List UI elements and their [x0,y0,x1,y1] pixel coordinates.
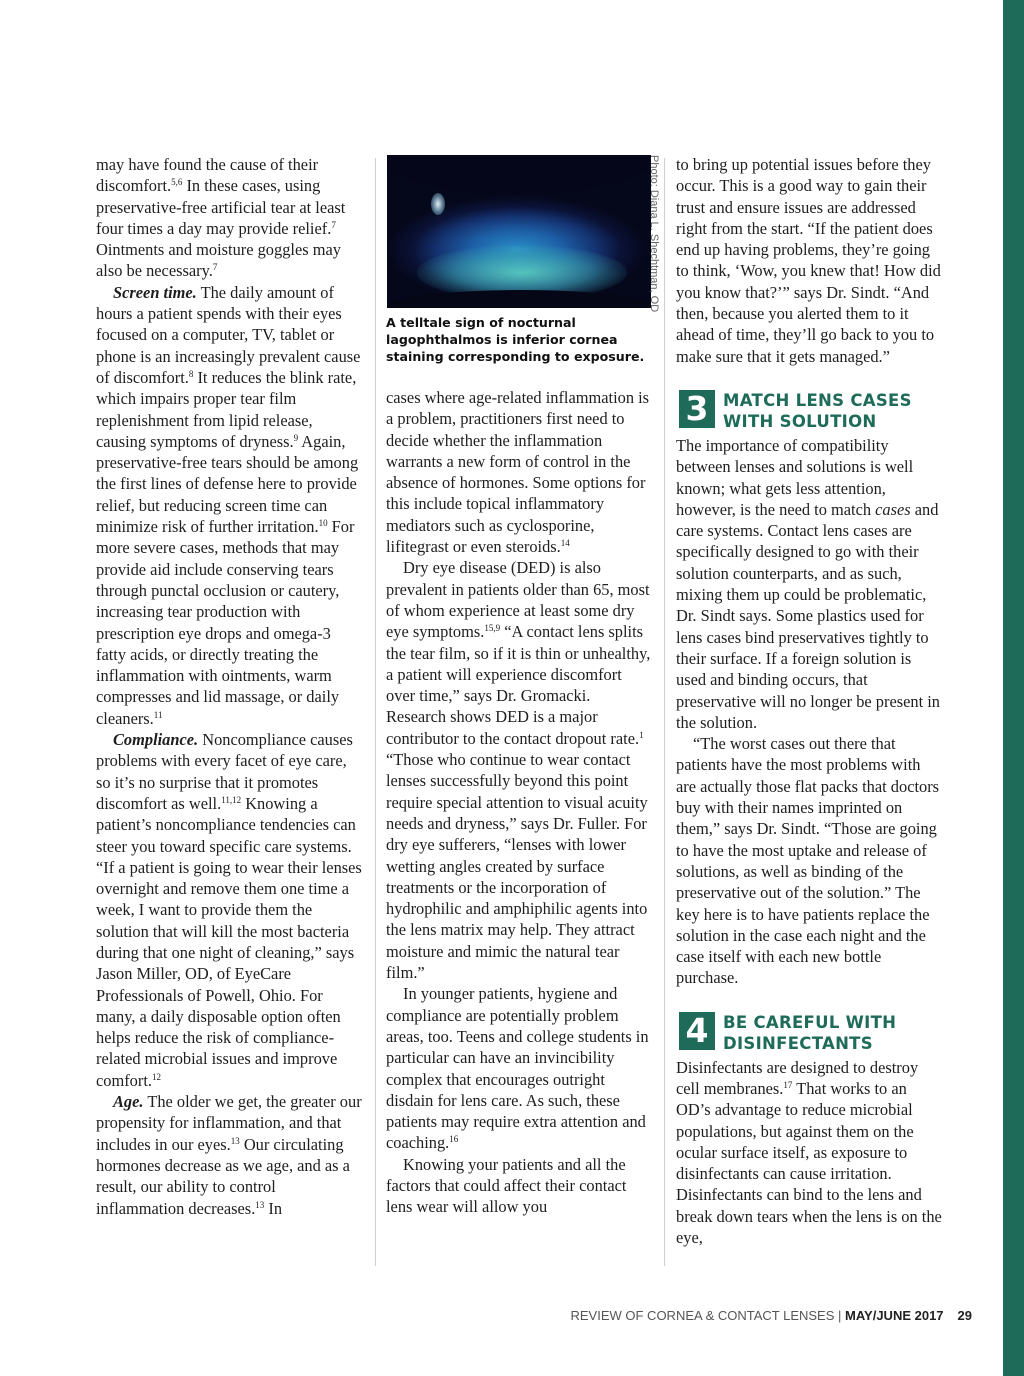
photo-caption: A telltale sign of nocturnal lagophthalmos is inferior cornea staining corresponding to exposure. [386,315,645,364]
paragraph-compliance: Compliance. Noncompliance causes problems with every facet of eye care, so it’s no surprise that it promotes discomfort as well.$^{11,12}$ Knowing a patient’s noncompliance tendencies can steer you toward specific care systems. “If a patient is going to wear their lenses overnight and remove them one time a week, I want to provide them the solution that will kill the most bacteria during that one night of cleaning,” says Jason Miller, OD, of EyeCare Professionals of Powell, Ohio. For many, a daily disposable option often helps reduce the risk of compliance-related microbial issues and improve comfort.$^{12}$ [96,730,362,1090]
page-footer: REVIEW OF CORNEA & CONTACT LENSES | MAY/JUNE 2017 29 [570,1308,972,1323]
column-2 [386,387,654,1218]
paragraph-age: Age. The older we get, the greater our propensity for inflammation, and that includes in our eyes.$^{13}$ Our circulating hormones decrease as we age, and as a result, our ability to control inflammation decreases.$^{13}$ In [96,1092,362,1218]
run-in-heading: Compliance. [113,730,199,750]
paragraph: Knowing your patients and all the factors that could affect their contact lens wear will allow you [386,1154,627,1217]
column-1 [96,154,364,1219]
page-number: 29 [957,1308,972,1323]
run-in-heading: Screen time. [113,282,197,302]
paragraph: The importance of compatibility between lenses and solutions is well known; what gets less attention, however, is the need to match cases and care systems. Contact lens cases are specifically designed to go with their solution counterparts, and as such, mixing them up could be problematic, Dr. Sindt says. Some plastics used for lens cases bind preservatives tightly to their surface. If a foreign solution is used and binding occurs, that preservative will no longer be present in the solution. [676,435,940,732]
photo-credit: Photo: Diana L. Shechtman, OD [648,155,660,313]
section-heading-4 [676,1011,944,1055]
paragraph: Dry eye disease (DED) is also prevalent in patients older than 65, most of whom experience at least some dry eye symptoms.$^{15,9}$ “A contact lens splits the tear film, so if it is thin or unhealthy, a patient will experience discomfort over time,” says Dr. Gromacki. Research shows DED is a major contributor to the contact dropout rate.$^1$ “Those who continue to wear contact lenses successfully beyond this point require special attention to visual acuity needs and dryness,” says Dr. Fuller. For dry eye sufferers, “lenses with lower wetting angles created by surface treatments or the incorporation of hydrophilic and amphiphilic agents into the lens matrix may help. They attract moisture and mimic the natural tear film.” [386,558,651,983]
paragraph: “The worst cases out there that patients have the most problems with are actually those flat packs that doctors buy with their names imprinted on them,” says Dr. Sindt. “Those are going to have the most uptake and release of solutions, as well as binding of the preservative out of the solution.” The key here is to have patients replace the solution in the case each night and the case itself with each new bottle purchase. [676,734,940,988]
journal-name: REVIEW OF CORNEA & CONTACT LENSES [570,1308,835,1323]
column-rule-1 [375,158,376,1266]
section-title: BE CAREFUL WITH DISINFECTANTS [723,1012,897,1053]
eye-photo [387,155,651,308]
paragraph: In younger patients, hygiene and compliance are potentially problem areas, too. Teens and college students in particular can have an invincibility complex that encourages outright disdain for lens care. As such, these patients may require extra attention and coaching.$^{16}$ [386,984,649,1153]
column-3 [676,154,944,1248]
run-in-heading: Age. [113,1092,144,1112]
accent-side-bar [1003,0,1024,1376]
section-heading-3 [676,389,944,433]
section-title: MATCH LENS CASES WITH SOLUTION [723,390,912,431]
section-number-badge: 3 [679,390,715,428]
issue-date: MAY/JUNE 2017 [845,1308,944,1323]
column-rule-2 [664,158,665,1266]
paragraph: Disinfectants are designed to destroy cell membranes.$^{17}$ That works to an OD’s advantage to reduce microbial populations, but against them on the ocular surface itself, as exposure to disinfectants can cause irritation. Disinfectants can bind to the lens and break down tears when the lens is on the eye, [676,1057,942,1248]
paragraph: may have found the cause of their discomfort.$^{5,6}$ In these cases, using preservative-free artificial tear at least four times a day may provide relief.$^7$ Ointments and moisture goggles may also be necessary.$^7$ [96,155,346,281]
section-number-badge: 4 [679,1012,715,1050]
paragraph: cases where age-related inflammation is a problem, practitioners first need to decide whether the inflammation warrants a new form of control in the absence of hormones. Some options for this include topical inflammatory mediators such as cyclosporine, lifitegrast or even steroids.$^{14}$ [386,388,650,557]
paragraph: to bring up potential issues before they occur. This is a good way to gain their trust and ensure issues are addressed right from the start. “If the patient does end up having problems, they’re going to think, ‘Wow, you knew that! How did you know that?’” says Dr. Sindt. “And then, because you alerted them to it ahead of time, they’ll go back to you to make sure that it gets managed.” [676,155,941,366]
paragraph-screen-time: Screen time. The daily amount of hours a patient spends with their eyes focused on a computer, TV, tablet or phone is an increasingly prevalent cause of discomfort.$^8$ It reduces the blink rate, which impairs proper tear film replenishment from lipid release, causing symptoms of dryness.$^9$ Again, preservative-free tears should be among the first lines of defense here to provide relief, but reducing screen time can minimize risk of further irritation.$^{10}$ For more severe cases, methods that may provide aid include conserving tears through punctal occlusion or cautery, increasing tear production with prescription eye drops and omega-3 fatty acids, or directly treating the inflammation with ointments, warm compresses and lid massage, or daily cleaners.$^{11}$ [96,282,361,728]
